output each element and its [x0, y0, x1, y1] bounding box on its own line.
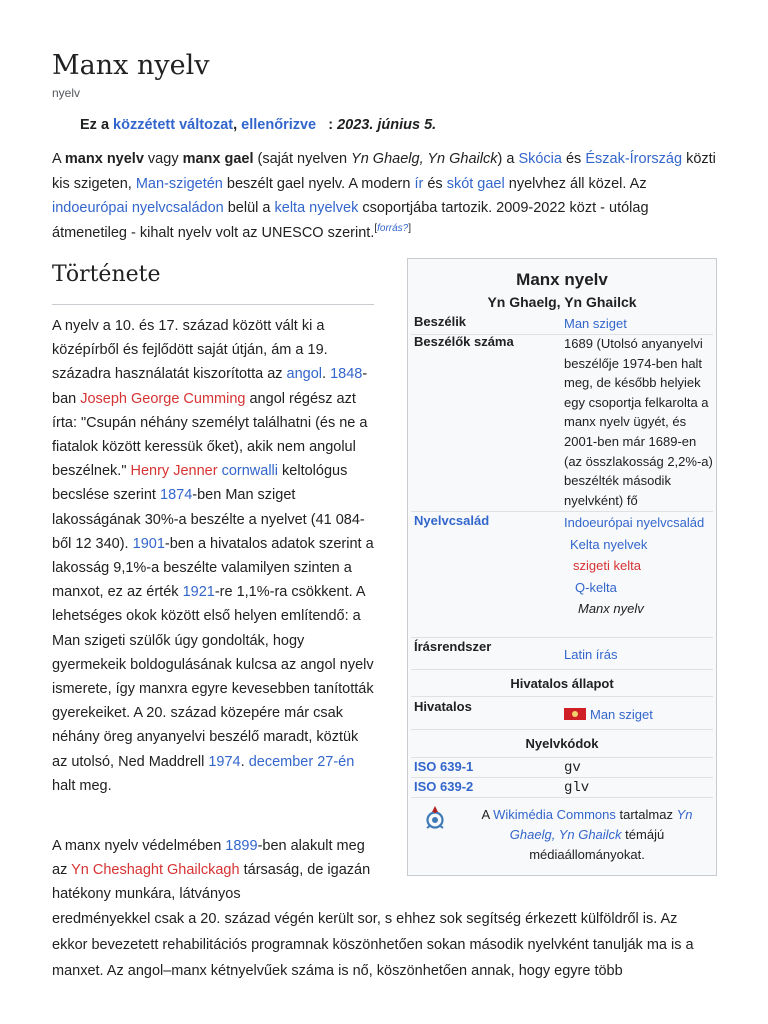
- text: A: [52, 151, 65, 167]
- link-1848[interactable]: 1848: [330, 366, 363, 383]
- text: -ban: [52, 366, 368, 407]
- text: (saját nyelven: [253, 151, 352, 167]
- link-1901[interactable]: 1901: [132, 535, 165, 552]
- text: A nyelv a 10. és 17. század között vált ki a középírből és fejlődött saját útján, ám a 19. századra használatát kiszorította az: [52, 318, 328, 383]
- text: témájú médiaállományokat.: [529, 827, 665, 862]
- link-latin-iras[interactable]: Latin írás: [564, 647, 618, 662]
- link-iso-639-2[interactable]: ISO 639-2: [414, 779, 474, 794]
- divider: [411, 511, 713, 512]
- iso2-code: glv: [564, 780, 590, 796]
- infobox: [407, 258, 717, 876]
- link-angol[interactable]: angol: [286, 366, 323, 383]
- text: csoportjába tartozik. 2009-2022 közt - utólag átmenetileg - kihalt nyelv volt az UNESCO szerint.: [52, 200, 649, 241]
- text: angol régész azt írta: "Csupán néhány személyt találhatni (és ne a fiatalok között keressük őket), akik nem angolul beszélnek.": [52, 390, 368, 480]
- divider: [411, 777, 713, 778]
- text: -ben Man sziget lakosságának 30%-a beszélte a nyelvet (41 084-ből 12 340).: [52, 487, 365, 552]
- link-ir[interactable]: ír: [414, 175, 424, 192]
- link-man-sziget-official[interactable]: Man sziget: [590, 707, 653, 722]
- row-label: Beszélők száma: [414, 334, 514, 349]
- text: -re 1,1%-ra csökkent. A lehetséges okok között első helyen említendő: a Man szigeti szülők úgy gondolták, hogy gyermekeik boldogulásának kulcsa az angol nyelv ismerete, így manxra egyre kevesebben tanították gyerekeiket. A 20. század közepére már csak néhány öreg anyanyelvi beszélő maradt, köztük az utolsó, Ned Maddrell: [52, 584, 374, 770]
- link-1899[interactable]: 1899: [225, 838, 258, 854]
- text: közti kis szigeten,: [52, 151, 716, 192]
- text: -ben a hivatalos adatok szerint a lakosság 9,1%-a beszélte valamilyen szinten a manxot, ez az érték: [52, 535, 374, 601]
- page-title: Manx nyelv: [52, 50, 210, 81]
- text: -ben alakult meg az: [52, 838, 365, 879]
- revision-notice: [80, 117, 436, 133]
- link-indoeuropai-infobox[interactable]: Indoeurópai nyelvcsalád: [564, 515, 705, 530]
- text: társaság, de igazán hatékony munkára, látványos: [52, 862, 371, 903]
- heading-divider: [52, 304, 374, 305]
- section-heading-history: Története: [52, 262, 161, 287]
- divider: [411, 797, 713, 798]
- revision-date: 2023. június 5.: [337, 117, 437, 133]
- revision-colon: :: [328, 117, 338, 133]
- text: beszélt gael nyelv. A modern: [222, 175, 415, 192]
- text: és: [561, 151, 586, 167]
- link-man-sziget-infobox[interactable]: Man sziget: [564, 316, 627, 331]
- text: vagy: [143, 151, 183, 167]
- row-label: Beszélik: [414, 314, 467, 329]
- citation-link[interactable]: forrás?: [377, 222, 409, 234]
- revision-prefix: Ez a: [80, 117, 110, 133]
- link-kelta-nyelvek[interactable]: kelta nyelvek: [274, 200, 359, 216]
- divider: [411, 669, 713, 670]
- redlink-cumming[interactable]: Joseph George Cumming: [80, 390, 246, 407]
- link-indoeuropai[interactable]: indoeurópai nyelvcsaládon: [52, 200, 224, 216]
- link-skocia[interactable]: Skócia: [518, 151, 562, 167]
- text: A manx nyelv védelmében: [52, 838, 226, 854]
- bold-term: manx nyelv: [64, 151, 144, 167]
- current-language: Manx nyelv: [578, 601, 644, 617]
- published-version-link[interactable]: közzétett változat: [113, 117, 234, 133]
- link-december-27[interactable]: december 27-én: [248, 753, 355, 770]
- bracket: ]: [408, 222, 412, 234]
- reviewed-link[interactable]: ellenőrizve: [241, 117, 317, 133]
- native-name: Yn Ghaelg, Yn Ghailck: [351, 151, 498, 167]
- divider: [411, 729, 713, 730]
- speakers-value: 1689 (Utolsó anyanyelvi beszélője 1974-ben halt meg, de később helyiek egy csoportja felkarolta a manx nyelv ügyét, és 2001-ben már 1689-en (az összlakosság 2,2%-a) beszélték második nyelvként) fő: [564, 336, 713, 508]
- text: A: [481, 807, 494, 822]
- society-paragraph-continued: eredményekkel csak a 20. század végén került sor, s ehhez sok segítség érkezett külföldről is. Az ekkor bevezetett rehabilitációs programnak köszönhetően sokan második nyelvként tanulják ma is a manxet. Az angol–manx kétnyelvűek száma is nő, köszönhetően annak, hogy egyre több: [52, 911, 694, 979]
- infobox-title: Manx nyelv: [516, 270, 608, 289]
- link-kelta-infobox[interactable]: Kelta nyelvek: [570, 536, 648, 552]
- bold-term: manx gael: [182, 151, 254, 167]
- redlink-szigeti-kelta[interactable]: szigeti kelta: [573, 558, 641, 574]
- text: .: [240, 753, 249, 770]
- link-nyelvcsalad[interactable]: Nyelvcsalád: [414, 513, 490, 528]
- commons-notice: [464, 805, 710, 865]
- revision-comma: ,: [233, 117, 238, 133]
- section-language-codes: Nyelvkódok: [525, 736, 599, 751]
- section-official-status: Hivatalos állapot: [510, 676, 614, 691]
- link-1921[interactable]: 1921: [182, 584, 215, 601]
- divider: [411, 757, 713, 758]
- link-q-kelta[interactable]: Q-kelta: [575, 579, 617, 595]
- text: tartalmaz: [615, 807, 677, 822]
- link-man-sziget[interactable]: Man-szigetén: [135, 175, 223, 192]
- link-commons-category[interactable]: Yn Ghaelg, Yn Ghailck: [509, 807, 693, 842]
- redlink-jenner[interactable]: Henry Jenner: [130, 463, 218, 480]
- infobox-subtitle: Yn Ghaelg, Yn Ghailck: [487, 294, 637, 310]
- link-1874[interactable]: 1874: [160, 487, 193, 504]
- text: .: [322, 366, 331, 383]
- wikimedia-commons-icon[interactable]: [422, 803, 448, 833]
- text: ) a: [497, 151, 519, 167]
- text: halt meg.: [52, 777, 112, 794]
- text: keltológus becslése szerint: [52, 463, 348, 504]
- row-label: Hivatalos: [414, 699, 472, 714]
- link-iso-639-1[interactable]: ISO 639-1: [414, 759, 474, 774]
- link-1974[interactable]: 1974: [208, 753, 241, 770]
- divider: [411, 637, 713, 638]
- link-skot-gael[interactable]: skót gael: [446, 175, 505, 192]
- row-label: Írásrendszer: [414, 639, 492, 654]
- redlink-society[interactable]: Yn Cheshaght Ghailckagh: [71, 862, 240, 879]
- text: és: [423, 175, 447, 192]
- page-subtitle: nyelv: [52, 86, 81, 100]
- isle-of-man-flag-icon: [564, 708, 586, 720]
- society-paragraph: [52, 834, 374, 907]
- citation-needed: [374, 223, 411, 234]
- link-eszak-irorszag[interactable]: Észak-Írország: [585, 151, 683, 167]
- link-wikimedia-commons[interactable]: Wikimédia Commons: [493, 807, 616, 822]
- bracket: [: [374, 222, 378, 234]
- text: nyelvhez áll közel. Az: [504, 175, 647, 192]
- history-paragraph: [52, 314, 374, 798]
- link-cornwalli[interactable]: cornwalli: [221, 463, 278, 480]
- text: belül a: [223, 200, 275, 216]
- divider: [411, 696, 713, 697]
- intro-paragraph: [52, 147, 722, 245]
- iso1-code: gv: [564, 760, 581, 776]
